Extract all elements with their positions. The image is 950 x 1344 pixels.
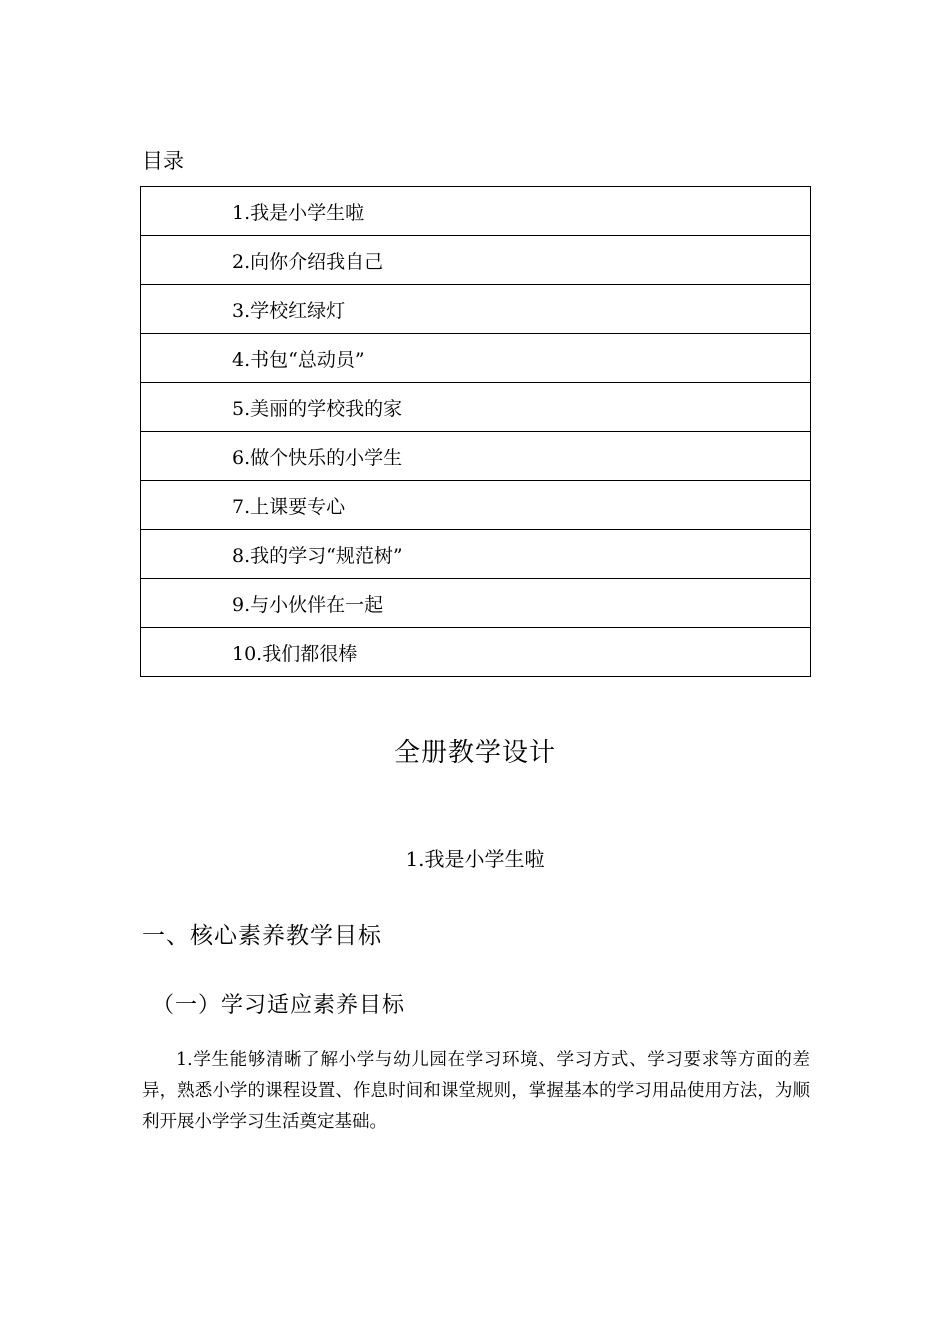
toc-item[interactable]: 9.与小伙伴在一起: [141, 579, 811, 628]
toc-table: [140, 186, 811, 677]
toc-item[interactable]: 4.书包“总动员”: [141, 334, 811, 383]
toc-row: [141, 187, 811, 236]
toc-row: [141, 285, 811, 334]
body-paragraph: 1.学生能够清晰了解小学与幼儿园在学习环境、学习方式、学习要求等方面的差异，熟悉小学的课程设置、作息时间和课堂规则，掌握基本的学习用品使用方法，为顺利开展小学学习生活奠定基础。: [142, 1050, 810, 1132]
toc-row: [141, 481, 811, 530]
toc-item[interactable]: 6.做个快乐的小学生: [141, 432, 811, 481]
toc-row: [141, 432, 811, 481]
subsection-heading: （一）学习适应素养目标: [152, 993, 406, 1018]
toc-row: [141, 236, 811, 285]
toc-row: [141, 579, 811, 628]
section-heading: 一、核心素养教学目标: [142, 923, 382, 949]
toc-row: [141, 628, 811, 677]
toc-item[interactable]: 1.我是小学生啦: [141, 187, 811, 236]
toc-row: [141, 530, 811, 579]
toc-item[interactable]: 7.上课要专心: [141, 481, 811, 530]
document-title: 全册教学设计: [393, 738, 556, 768]
toc-row: [141, 383, 811, 432]
toc-item[interactable]: 3.学校红绿灯: [141, 285, 811, 334]
toc-item[interactable]: 2.向你介绍我自己: [141, 236, 811, 285]
toc-item[interactable]: 5.美丽的学校我的家: [141, 383, 811, 432]
toc-item[interactable]: 8.我的学习“规范树”: [141, 530, 811, 579]
lesson-title: 1.我是小学生啦: [405, 847, 545, 871]
toc-heading: 目录: [142, 149, 184, 173]
toc-row: [141, 334, 811, 383]
toc-item[interactable]: 10.我们都很棒: [141, 628, 811, 677]
